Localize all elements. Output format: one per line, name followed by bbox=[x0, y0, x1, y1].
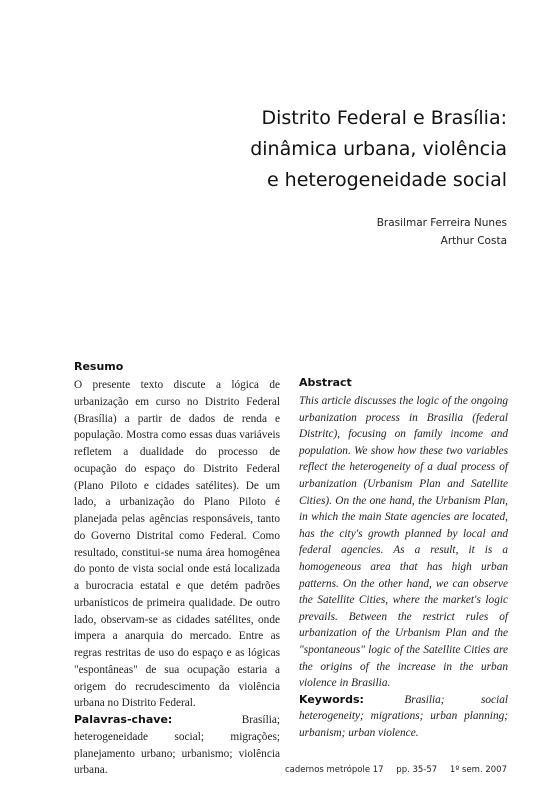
resumo-body: O presente texto discute a lógica de urbanização em curso no Distrito Federal (Brasília) a partir de dados de renda e população. Mostra como essas duas variáveis refletem a dualidade do processo de ocupação do espaço do Distrito Federal (Plano Piloto e cidades satélites). De um lado, a urbanização do Plano Piloto é planejada pelas agências responsáveis, tanto do Governo Distrital como Federal. Como resultado, constitui-se numa área homogênea do ponto de vista social onde está localizada a burocracia estatal e que detém padrões urbanísticos de primeira qualidade. De outro lado, observam-se as cidades satélites, onde impera a anarquia do mercado. Entre as regras restritas de uso do espaço e as lógicas "espontâneas" de sua ocupação estaria a origem do recrudescimento da violência urbana no Distrito Federal. bbox=[74, 379, 280, 710]
title-line-2: dinâmica urbana, violência bbox=[250, 138, 507, 160]
footer-pages: pp. 35-57 bbox=[396, 765, 438, 775]
abstract-body: This article discusses the logic of the ongoing urbanization process in Brasilia (federal Distritc), focusing on family income and population. We show how these two variables reflect the heterogeneity of a dual process of urbanization (Urbanism Plan and Satellite Cities). On the one hand, the Urbanism Plan, in which the main State agencies are located, has the city's growth planned by local and federal agencies. As a result, it is a homogeneous area that has high urban patterns. On the other hand, we can observe the Satellite Cities, where the market's logic prevails. Between the restrict rules of urbanization of the Urbanism Plan and the "spontaneous" logic of the Satellite Cities are the origins of the increase in the urban violence in Brasilia. bbox=[299, 395, 508, 690]
article-title bbox=[87, 103, 507, 196]
resumo-section bbox=[74, 358, 280, 779]
keywords bbox=[299, 692, 508, 742]
palavras-chave bbox=[74, 712, 280, 779]
footer-period: 1º sem. 2007 bbox=[449, 765, 507, 775]
author-1: Brasilmar Ferreira Nunes bbox=[376, 217, 507, 229]
footer-journal: cadernos metrópole 17 bbox=[284, 765, 384, 775]
abstract-heading: Abstract bbox=[299, 376, 352, 389]
keywords-label: Keywords: bbox=[299, 692, 364, 706]
page-footer bbox=[285, 765, 507, 775]
keywords-text: Brasilia; social heterogeneity; migrations; urban planning; urbanism; urban violence. bbox=[299, 693, 508, 739]
author-2: Arthur Costa bbox=[440, 235, 507, 247]
title-line-3: e heterogeneidade social bbox=[266, 169, 507, 191]
palavras-chave-label: Palavras-chave: bbox=[74, 713, 173, 726]
palavras-chave-text: Brasília; heterogeneidade social; migrações; planejamento urbano; urbanismo; violência urbana. bbox=[74, 714, 280, 777]
abstract-section bbox=[299, 374, 508, 741]
resumo-heading: Resumo bbox=[74, 360, 124, 373]
author-list bbox=[377, 214, 507, 250]
title-line-1: Distrito Federal e Brasília: bbox=[261, 107, 507, 129]
